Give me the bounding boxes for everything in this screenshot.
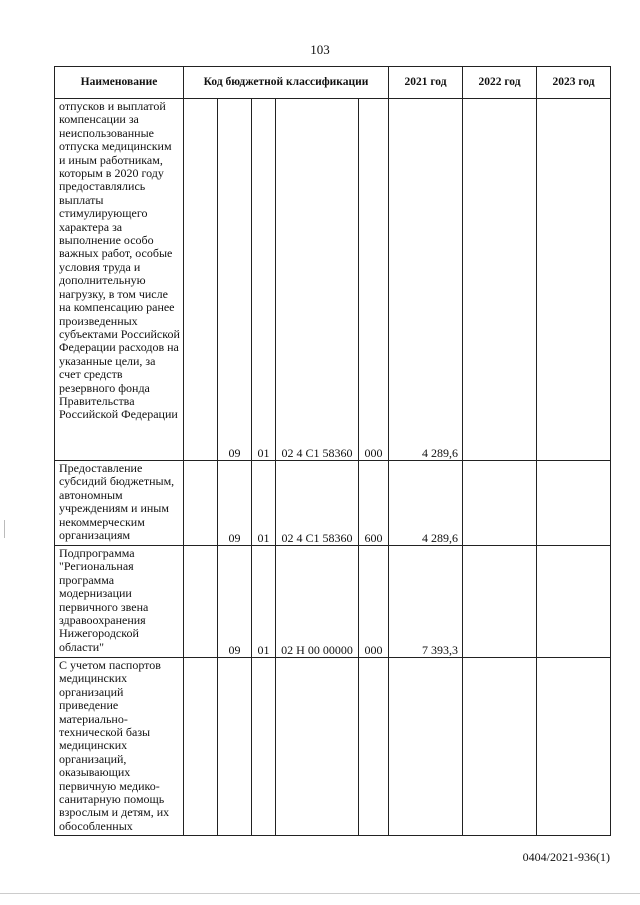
row-target: 02 Н 00 00000 bbox=[276, 546, 359, 658]
row-name: Предоставление субсидий бюджетным, автономным учреждениям и иным некоммерческим организациям bbox=[55, 461, 184, 546]
row-target: 02 4 С1 58360 bbox=[276, 461, 359, 546]
row-2022 bbox=[463, 461, 537, 546]
row-name: отпусков и выплатой компенсации за неиспользованные отпуска медицинским и иным работникам, которым в 2020 году предоставлялись выплаты стимулирующего характера за выполнение особо важных работ, особые условия труда и дополнительную нагрузку, в том числе на компенсацию ранее произведенных субъектами Российской Федерации расходов на указанные цели, за счет средств резервного фонда Правительства Российской Федерации bbox=[55, 99, 184, 461]
budget-table bbox=[54, 66, 611, 836]
row-type bbox=[359, 658, 389, 836]
row-type: 000 bbox=[359, 546, 389, 658]
row-2023 bbox=[537, 99, 611, 461]
col-budget-code: Код бюджетной классификации bbox=[184, 67, 389, 99]
row-section: 09 bbox=[218, 461, 252, 546]
document-code: 0404/2021-936(1) bbox=[522, 850, 610, 864]
row-target: 02 4 С1 58360 bbox=[276, 99, 359, 461]
row-subsection bbox=[252, 658, 276, 836]
row-2022 bbox=[463, 99, 537, 461]
row-target bbox=[276, 658, 359, 836]
row-subsection: 01 bbox=[252, 461, 276, 546]
row-subsection: 01 bbox=[252, 546, 276, 658]
row-2022 bbox=[463, 658, 537, 836]
row-subsection: 01 bbox=[252, 99, 276, 461]
row-2022 bbox=[463, 546, 537, 658]
table-row bbox=[55, 461, 611, 546]
row-type: 600 bbox=[359, 461, 389, 546]
col-2022: 2022 год bbox=[463, 67, 537, 99]
row-2023 bbox=[537, 546, 611, 658]
scan-artifact bbox=[4, 520, 5, 538]
row-name: С учетом паспортов медицинских организаций приведение материально-технической базы медицинских организаций, оказывающих первичную медико-санитарную помощь взрослым и детям, их обособленных bbox=[55, 658, 184, 836]
scan-artifact bbox=[0, 893, 640, 894]
row-section bbox=[218, 658, 252, 836]
col-2023: 2023 год bbox=[537, 67, 611, 99]
row-2021: 4 289,6 bbox=[389, 99, 463, 461]
row-blank bbox=[184, 99, 218, 461]
table-row bbox=[55, 658, 611, 836]
row-2021: 7 393,3 bbox=[389, 546, 463, 658]
table-row bbox=[55, 99, 611, 461]
col-name: Наименование bbox=[55, 67, 184, 99]
row-section: 09 bbox=[218, 546, 252, 658]
row-2021 bbox=[389, 658, 463, 836]
col-2021: 2021 год bbox=[389, 67, 463, 99]
row-2021: 4 289,6 bbox=[389, 461, 463, 546]
row-2023 bbox=[537, 658, 611, 836]
row-type: 000 bbox=[359, 99, 389, 461]
header-row bbox=[55, 67, 611, 99]
row-blank bbox=[184, 658, 218, 836]
row-blank bbox=[184, 546, 218, 658]
table-row bbox=[55, 546, 611, 658]
row-blank bbox=[184, 461, 218, 546]
row-name: Подпрограмма "Региональная программа модернизации первичного звена здравоохранения Нижегородской области" bbox=[55, 546, 184, 658]
page-number: 103 bbox=[310, 42, 330, 57]
row-2023 bbox=[537, 461, 611, 546]
row-section: 09 bbox=[218, 99, 252, 461]
